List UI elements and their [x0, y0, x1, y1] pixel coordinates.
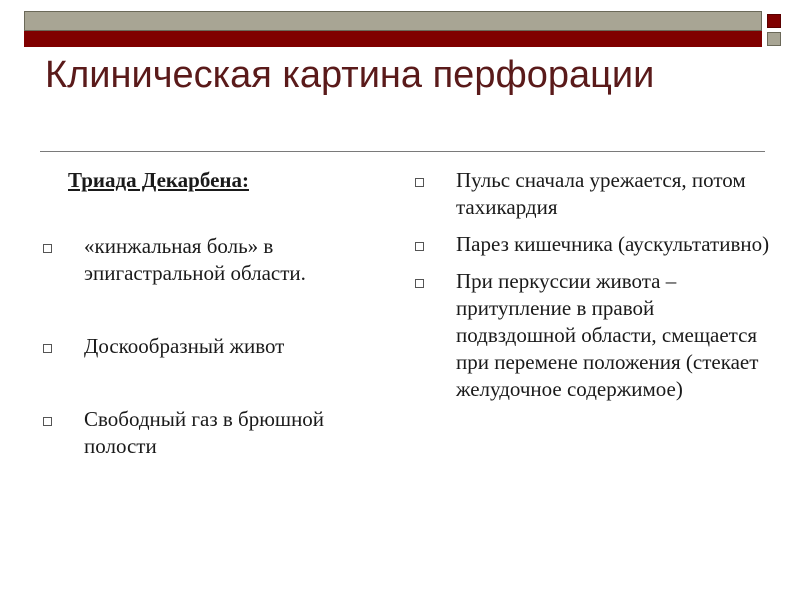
list-item [40, 333, 385, 360]
list-item [412, 231, 772, 258]
list-item [40, 233, 385, 287]
list-item-text: При перкуссии живота – притупление в правой подвздошной области, смещается при перемене положения (стекает желудочное содержимое) [456, 269, 759, 401]
square-bullet-icon [43, 244, 52, 253]
list-item-text: Свободный газ в брюшной полости [84, 407, 325, 458]
right-bullet-list [412, 167, 772, 413]
square-bullet-icon [415, 279, 424, 288]
square-bullet-icon [415, 242, 424, 251]
header-band-olive [24, 11, 762, 31]
square-bullet-icon [415, 178, 424, 187]
slide-title: Клиническая картина перфорации [45, 54, 655, 96]
list-item [412, 167, 772, 221]
left-bullet-list [40, 233, 385, 506]
list-item [40, 406, 385, 460]
corner-square-red [767, 14, 781, 28]
square-bullet-icon [43, 344, 52, 353]
corner-square-olive [767, 32, 781, 46]
triad-heading: Триада Декарбена: [68, 168, 249, 192]
list-item [412, 268, 772, 403]
list-item-text: Парез кишечника (аускультативно) [456, 232, 770, 256]
list-item-text: Доскообразный живот [84, 334, 285, 358]
list-item-text: Пульс сначала урежается, потом тахикардия [456, 168, 746, 219]
list-item-text: «кинжальная боль» в эпигастральной области. [84, 234, 306, 285]
square-bullet-icon [43, 417, 52, 426]
header-band-red [24, 31, 762, 47]
title-divider [40, 151, 765, 152]
